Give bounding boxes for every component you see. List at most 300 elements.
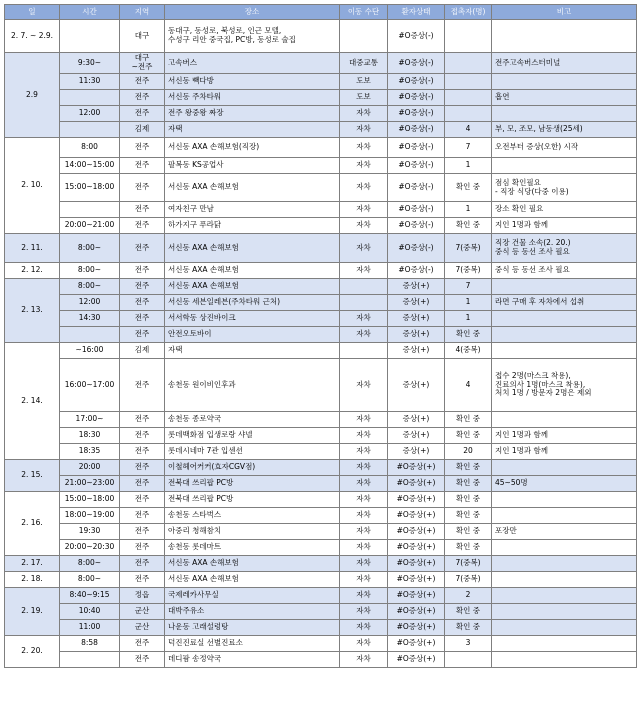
place-cell (165, 572, 340, 588)
status-cell: #O증상(-) (388, 53, 445, 74)
region-cell: 전주 (120, 492, 165, 508)
table-row (5, 158, 637, 174)
region-cell: 전주 (120, 174, 165, 202)
transport-cell: 자차 (340, 158, 388, 174)
region-cell: 전주 (120, 476, 165, 492)
note-cell-line: 진료의사 1명(마스크 착용), (495, 379, 586, 389)
contacts-cell: 1 (445, 295, 492, 311)
table-row (5, 279, 637, 295)
place-cell (165, 106, 340, 122)
region-cell: 전주 (120, 202, 165, 218)
place-cell (165, 158, 340, 174)
region-cell: 대구 ~전주 (120, 53, 165, 74)
place-cell-line: 송천동 스타벅스 (168, 510, 222, 520)
status-cell: #O증상(-) (388, 90, 445, 106)
place-cell (165, 311, 340, 327)
place-cell (165, 652, 340, 668)
note-cell (492, 492, 637, 508)
place-cell-line: 서신동 AXA 손해보험 (168, 281, 239, 291)
note-cell (492, 53, 637, 74)
table-row (5, 556, 637, 572)
note-cell-line: 전주고속버스터미널 (495, 57, 561, 67)
date-cell: 2. 12. (5, 263, 60, 279)
contacts-cell: 확인 중 (445, 428, 492, 444)
transport-cell (340, 20, 388, 53)
status-cell: #O증상(-) (388, 106, 445, 122)
time-cell: 8:00~ (60, 234, 120, 263)
table-row (5, 524, 637, 540)
time-cell (60, 327, 120, 343)
place-cell-line: 서신동 주차타워 (168, 92, 222, 102)
contacts-cell (445, 74, 492, 90)
note-cell (492, 508, 637, 524)
table-row (5, 263, 637, 279)
region-cell: 전주 (120, 90, 165, 106)
place-cell (165, 74, 340, 90)
table-row (5, 540, 637, 556)
note-cell (492, 524, 637, 540)
place-cell (165, 492, 340, 508)
table-row (5, 202, 637, 218)
contacts-cell: 7 (445, 138, 492, 158)
place-cell-line: 고속버스 (168, 57, 197, 67)
table-row (5, 444, 637, 460)
header-region: 지역 (120, 5, 165, 20)
table-row (5, 90, 637, 106)
place-cell (165, 604, 340, 620)
place-cell (165, 122, 340, 138)
note-cell (492, 327, 637, 343)
note-cell-line: 포장만 (495, 526, 517, 536)
place-cell-line: 서신동 AXA 손해보험(직장) (168, 142, 260, 152)
table-row (5, 234, 637, 263)
transport-cell: 도보 (340, 74, 388, 90)
place-cell (165, 202, 340, 218)
place-cell-line: 국제레카사무실 (168, 590, 219, 600)
place-cell-line: 데디팜 송정약국 (168, 654, 222, 664)
table-row (5, 343, 637, 359)
header-row (5, 5, 637, 20)
region-cell: 정읍 (120, 588, 165, 604)
note-cell (492, 556, 637, 572)
time-cell: 8:00~ (60, 572, 120, 588)
note-cell-line: 접수 2명(마스크 착용), (495, 371, 571, 381)
status-cell: #O증상(-) (388, 122, 445, 138)
note-cell (492, 540, 637, 556)
status-cell: #O증상(+) (388, 572, 445, 588)
status-cell: #O증상(+) (388, 540, 445, 556)
note-cell (492, 428, 637, 444)
region-cell: 전주 (120, 508, 165, 524)
contacts-cell: 확인 중 (445, 218, 492, 234)
time-cell: 8:00~ (60, 279, 120, 295)
place-cell-line: 롯데백화점 입생로랑 샤넬 (168, 430, 253, 440)
note-cell (492, 74, 637, 90)
date-cell: 2. 11. (5, 234, 60, 263)
note-cell (492, 106, 637, 122)
transport-cell: 자차 (340, 524, 388, 540)
contacts-cell: 확인 중 (445, 327, 492, 343)
region-cell: 군산 (120, 620, 165, 636)
region-cell: 전주 (120, 652, 165, 668)
contacts-cell (445, 652, 492, 668)
place-cell-line: 서서학동 상진바이크 (168, 313, 236, 323)
time-cell: 11:00 (60, 620, 120, 636)
place-cell (165, 218, 340, 234)
date-cell: 2.9 (5, 53, 60, 138)
note-cell-line: 흡연 (495, 92, 510, 102)
note-cell (492, 158, 637, 174)
transport-cell: 자차 (340, 202, 388, 218)
time-cell (60, 202, 120, 218)
time-cell: 10:40 (60, 604, 120, 620)
status-cell: #O증상(+) (388, 508, 445, 524)
status-cell: #O증상(-) (388, 20, 445, 53)
table-row (5, 588, 637, 604)
transport-cell: 자차 (340, 476, 388, 492)
place-cell-line: 송천동 종로약국 (168, 414, 222, 424)
place-cell-line: 송천동 롯데마트 (168, 542, 222, 552)
contacts-cell (445, 53, 492, 74)
status-cell: 증상(+) (388, 412, 445, 428)
contacts-cell: 1 (445, 311, 492, 327)
region-cell: 전주 (120, 428, 165, 444)
transport-cell: 도보 (340, 90, 388, 106)
contacts-cell: 4 (445, 122, 492, 138)
place-cell (165, 263, 340, 279)
header-place: 장소 (165, 5, 340, 20)
note-cell (492, 572, 637, 588)
time-cell: 15:00~18:00 (60, 492, 120, 508)
transport-cell: 자차 (340, 540, 388, 556)
contacts-cell: 확인 중 (445, 492, 492, 508)
header-time: 시간 (60, 5, 120, 20)
place-cell-line: 서신동 AXA 손해보험 (168, 558, 239, 568)
status-cell: #O증상(+) (388, 460, 445, 476)
note-cell (492, 234, 637, 263)
time-cell (60, 122, 120, 138)
time-cell: 15:00~18:00 (60, 174, 120, 202)
table-row (5, 508, 637, 524)
note-cell-line: 부, 모, 조모, 남동생(25세) (495, 124, 583, 134)
note-cell-line: 지인 1명과 함께 (495, 430, 549, 440)
region-cell: 전주 (120, 311, 165, 327)
contacts-cell: 2 (445, 588, 492, 604)
note-cell (492, 218, 637, 234)
time-cell: 12:00 (60, 295, 120, 311)
status-cell: #O증상(-) (388, 263, 445, 279)
time-cell: 14:00~15:00 (60, 158, 120, 174)
status-cell: #O증상(-) (388, 218, 445, 234)
time-cell: 20:00~21:00 (60, 218, 120, 234)
transport-cell: 자차 (340, 652, 388, 668)
transport-cell: 자차 (340, 588, 388, 604)
status-cell: #O증상(+) (388, 604, 445, 620)
status-cell: #O증상(-) (388, 138, 445, 158)
status-cell: #O증상(+) (388, 636, 445, 652)
transport-cell: 자차 (340, 572, 388, 588)
time-cell: 16:00~17:00 (60, 359, 120, 412)
note-cell-line: - 직장 식당(다중 이용) (495, 186, 569, 196)
header-date: 일 (5, 5, 60, 20)
region-cell: 전주 (120, 556, 165, 572)
note-cell (492, 588, 637, 604)
place-cell (165, 636, 340, 652)
note-cell (492, 444, 637, 460)
date-cell: 2. 10. (5, 138, 60, 234)
transport-cell: 자차 (340, 263, 388, 279)
place-cell (165, 460, 340, 476)
place-cell-line: 덕진진료실 선별진료소 (168, 638, 243, 648)
contacts-cell (445, 90, 492, 106)
place-cell (165, 359, 340, 412)
place-cell-line: 팔복동 KS공업사 (168, 160, 224, 170)
transport-cell: 자차 (340, 106, 388, 122)
transport-cell: 자차 (340, 492, 388, 508)
region-cell: 군산 (120, 604, 165, 620)
contacts-cell: 확인 중 (445, 524, 492, 540)
note-cell-line: 처치 1명 / 방문자 2명은 제외 (495, 388, 592, 398)
transport-cell (340, 343, 388, 359)
contacts-cell: 1 (445, 158, 492, 174)
time-cell: 8:40~9:15 (60, 588, 120, 604)
movement-table-container (4, 4, 636, 668)
place-cell-line: 서신동 AXA 손해보험 (168, 242, 239, 252)
note-cell-line: 직장 건물 소속(2. 20.) (495, 238, 571, 248)
status-cell: #O증상(-) (388, 202, 445, 218)
note-cell (492, 476, 637, 492)
transport-cell: 대중교통 (340, 53, 388, 74)
time-cell: 20:00~20:30 (60, 540, 120, 556)
transport-cell: 자차 (340, 174, 388, 202)
table-row (5, 620, 637, 636)
region-cell: 전주 (120, 279, 165, 295)
region-cell: 전주 (120, 263, 165, 279)
place-cell-line: 수성구 리안 중국집, PC방, 동성로 술집 (168, 35, 296, 44)
place-cell (165, 295, 340, 311)
note-cell (492, 138, 637, 158)
transport-cell: 자차 (340, 311, 388, 327)
region-cell: 김제 (120, 343, 165, 359)
transport-cell: 자차 (340, 508, 388, 524)
time-cell: 19:30 (60, 524, 120, 540)
table-row (5, 122, 637, 138)
place-cell-line: 송천동 원이비인후과 (168, 379, 236, 389)
place-cell-line: 서신동 세븐일레븐(주차타워 근처) (168, 297, 281, 307)
transport-cell: 자차 (340, 412, 388, 428)
note-cell-line: 지인 1명과 함께 (495, 446, 549, 456)
note-cell-line: 지인 1명과 함께 (495, 220, 549, 230)
place-cell-line: 이철헤어커커(효자CGV점) (168, 462, 256, 472)
time-cell: 18:30 (60, 428, 120, 444)
note-cell (492, 604, 637, 620)
note-cell (492, 279, 637, 295)
place-cell (165, 556, 340, 572)
region-cell: 대구 (120, 20, 165, 53)
status-cell: 증상(+) (388, 428, 445, 444)
place-cell (165, 234, 340, 263)
time-cell: 9:30~ (60, 53, 120, 74)
date-cell: 2. 20. (5, 636, 60, 668)
region-cell: 전주 (120, 524, 165, 540)
header-contacts: 접촉자(명) (445, 5, 492, 20)
contacts-cell: 확인 중 (445, 174, 492, 202)
contacts-cell (445, 106, 492, 122)
contacts-cell: 확인 중 (445, 476, 492, 492)
time-cell: 8:00~ (60, 556, 120, 572)
place-cell-line: 서신동 빽다방 (168, 76, 214, 86)
region-cell: 전주 (120, 295, 165, 311)
date-cell: 2. 16. (5, 492, 60, 556)
time-cell: 17:00~ (60, 412, 120, 428)
time-cell: ~16:00 (60, 343, 120, 359)
status-cell: #O증상(-) (388, 158, 445, 174)
time-cell: 14:30 (60, 311, 120, 327)
note-cell (492, 359, 637, 412)
transport-cell: 자차 (340, 138, 388, 158)
transport-cell: 자차 (340, 556, 388, 572)
table-row (5, 428, 637, 444)
region-cell: 전주 (120, 359, 165, 412)
note-cell (492, 202, 637, 218)
table-row (5, 174, 637, 202)
contacts-cell: 7 (445, 279, 492, 295)
note-cell (492, 460, 637, 476)
transport-cell: 자차 (340, 620, 388, 636)
date-cell: 2. 15. (5, 460, 60, 492)
region-cell: 전주 (120, 234, 165, 263)
note-cell (492, 263, 637, 279)
table-row (5, 20, 637, 53)
contacts-cell: 확인 중 (445, 540, 492, 556)
note-cell-line: 중식 등 동선 조사 필요 (495, 265, 570, 275)
time-cell: 8:58 (60, 636, 120, 652)
contacts-cell: 확인 중 (445, 508, 492, 524)
transport-cell (340, 279, 388, 295)
status-cell: #O증상(+) (388, 524, 445, 540)
place-cell (165, 279, 340, 295)
region-cell: 전주 (120, 158, 165, 174)
note-cell (492, 20, 637, 53)
region-cell: 전주 (120, 327, 165, 343)
status-cell: 증상(+) (388, 311, 445, 327)
place-cell-line: 하가지구 푸라닭 (168, 220, 222, 230)
place-cell (165, 20, 340, 53)
transport-cell: 자차 (340, 636, 388, 652)
contacts-cell: 7(중복) (445, 234, 492, 263)
status-cell: #O증상(+) (388, 556, 445, 572)
note-cell-line: 45~50명 (495, 478, 528, 488)
transport-cell: 자차 (340, 234, 388, 263)
place-cell-line: 전주 왕중왕 짜장 (168, 108, 224, 118)
movement-table (4, 4, 637, 668)
place-cell-line: 여자친구 만남 (168, 204, 214, 214)
status-cell: #O증상(-) (388, 234, 445, 263)
place-cell-line: 서신동 AXA 손해보험 (168, 265, 239, 275)
note-cell (492, 412, 637, 428)
transport-cell: 자차 (340, 460, 388, 476)
time-cell (60, 20, 120, 53)
time-cell (60, 652, 120, 668)
table-row (5, 492, 637, 508)
contacts-cell: 3 (445, 636, 492, 652)
note-cell (492, 620, 637, 636)
place-cell-line: 전북대 쓰리팝 PC방 (168, 494, 234, 504)
table-row (5, 652, 637, 668)
header-status: 환자상태 (388, 5, 445, 20)
place-cell (165, 343, 340, 359)
note-cell (492, 343, 637, 359)
place-cell (165, 53, 340, 74)
status-cell: 증상(+) (388, 295, 445, 311)
header-transport: 이동 수단 (340, 5, 388, 20)
date-cell: 2. 7. ~ 2.9. (5, 20, 60, 53)
contacts-cell: 20 (445, 444, 492, 460)
region-cell: 전주 (120, 74, 165, 90)
status-cell: #O증상(+) (388, 652, 445, 668)
transport-cell (340, 295, 388, 311)
date-cell: 2. 14. (5, 343, 60, 460)
place-cell (165, 588, 340, 604)
note-cell (492, 636, 637, 652)
status-cell: 증상(+) (388, 359, 445, 412)
place-cell-line: 자택 (168, 124, 183, 134)
table-row (5, 295, 637, 311)
table-row (5, 53, 637, 74)
table-row (5, 476, 637, 492)
place-cell (165, 90, 340, 106)
date-cell: 2. 18. (5, 572, 60, 588)
table-row (5, 218, 637, 234)
date-cell: 2. 13. (5, 279, 60, 343)
place-cell-line: 동대구, 동성로, 북성로, 인근 모텔, (168, 26, 282, 36)
transport-cell: 자차 (340, 327, 388, 343)
note-cell (492, 122, 637, 138)
time-cell: 18:00~19:00 (60, 508, 120, 524)
note-cell-line: 라면 구매 후 자차에서 섭취 (495, 297, 585, 307)
place-cell-line: 서신동 AXA 손해보험 (168, 574, 239, 584)
contacts-cell: 확인 중 (445, 620, 492, 636)
table-row (5, 327, 637, 343)
region-cell: 전주 (120, 636, 165, 652)
region-cell: 전주 (120, 218, 165, 234)
place-cell-line: 전북대 쓰리팝 PC방 (168, 478, 234, 488)
region-cell: 전주 (120, 460, 165, 476)
place-cell-line: 롯데시네마 7관 입센션 (168, 446, 243, 456)
region-cell: 김제 (120, 122, 165, 138)
place-cell (165, 174, 340, 202)
contacts-cell: 확인 중 (445, 412, 492, 428)
transport-cell: 자차 (340, 218, 388, 234)
note-cell (492, 295, 637, 311)
place-cell-line: 자택 (168, 345, 183, 355)
region-cell: 전주 (120, 138, 165, 158)
time-cell: 18:35 (60, 444, 120, 460)
place-cell (165, 327, 340, 343)
place-cell-line: 서신동 AXA 손해보험 (168, 182, 239, 192)
region-cell: 전주 (120, 540, 165, 556)
region-cell: 전주 (120, 444, 165, 460)
contacts-cell: 7(중복) (445, 572, 492, 588)
transport-cell: 자차 (340, 444, 388, 460)
status-cell: #O증상(+) (388, 620, 445, 636)
transport-cell: 자차 (340, 122, 388, 138)
time-cell: 11:30 (60, 74, 120, 90)
status-cell: #O증상(+) (388, 588, 445, 604)
place-cell (165, 620, 340, 636)
contacts-cell: 확인 중 (445, 604, 492, 620)
note-cell (492, 90, 637, 106)
